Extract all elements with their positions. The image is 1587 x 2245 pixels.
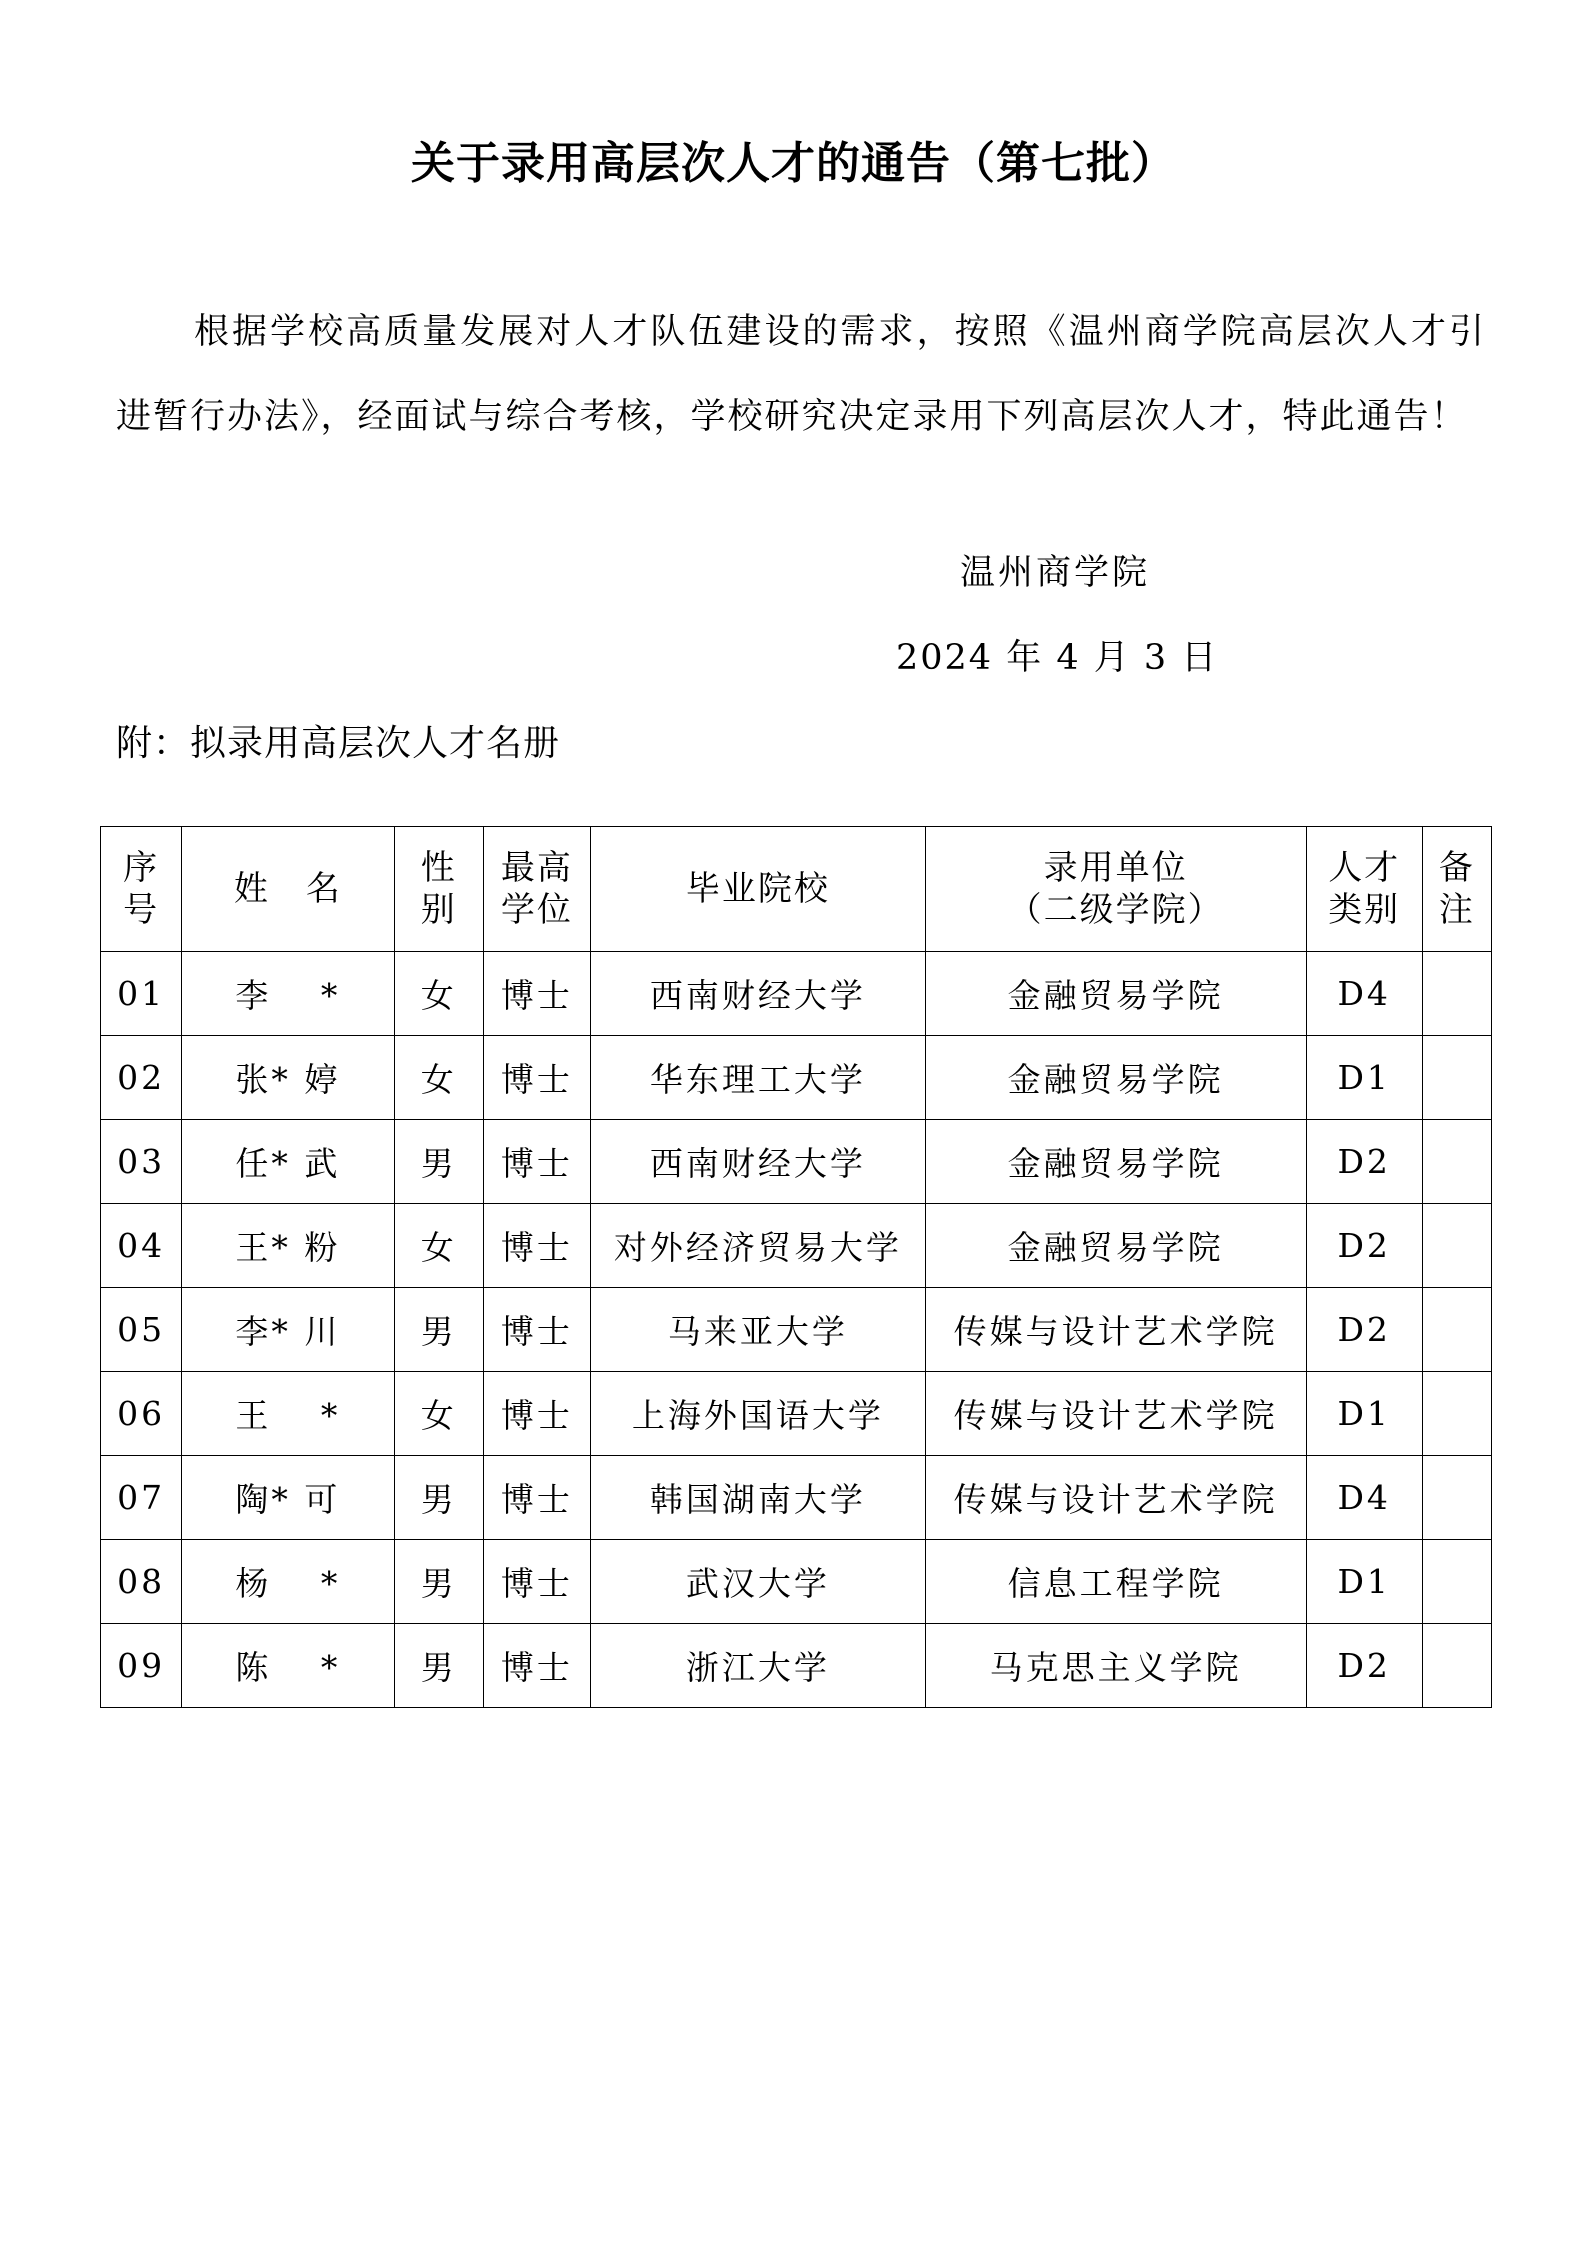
- cell-degree: 博士: [483, 1036, 590, 1120]
- table-header-row: [101, 827, 1492, 952]
- cell-name: 王* 粉: [182, 1204, 394, 1288]
- cell-degree: 博士: [483, 1624, 590, 1708]
- cell-name: 李* 川: [182, 1288, 394, 1372]
- table-row: [101, 1204, 1492, 1288]
- table-row: [101, 1036, 1492, 1120]
- cell-name: 陶* 可: [182, 1456, 394, 1540]
- cell-no: 05: [101, 1288, 182, 1372]
- header-unit: 录用单位 （二级学院）: [925, 827, 1306, 952]
- table-row: [101, 1372, 1492, 1456]
- cell-note: [1422, 1624, 1491, 1708]
- cell-unit: 传媒与设计艺术学院: [925, 1372, 1306, 1456]
- cell-degree: 博士: [483, 1540, 590, 1624]
- cell-note: [1422, 1372, 1491, 1456]
- cell-note: [1422, 1288, 1491, 1372]
- cell-note: [1422, 1456, 1491, 1540]
- header-degree: 最高 学位: [483, 827, 590, 952]
- cell-category: D2: [1306, 1288, 1422, 1372]
- signature-organization: 温州商学院: [960, 553, 1151, 593]
- cell-category: D1: [1306, 1036, 1422, 1120]
- cell-no: 06: [101, 1372, 182, 1456]
- header-name: 姓 名: [182, 827, 394, 952]
- cell-sex: 男: [394, 1456, 483, 1540]
- cell-no: 09: [101, 1624, 182, 1708]
- cell-unit: 金融贸易学院: [925, 1204, 1306, 1288]
- cell-note: [1422, 952, 1491, 1036]
- appendix-title: 附：拟录用高层次人才名册: [116, 723, 561, 764]
- cell-unit: 信息工程学院: [925, 1540, 1306, 1624]
- cell-unit: 金融贸易学院: [925, 952, 1306, 1036]
- cell-category: D4: [1306, 1456, 1422, 1540]
- cell-note: [1422, 1540, 1491, 1624]
- table-row: [101, 1120, 1492, 1204]
- header-category: 人才 类别: [1306, 827, 1422, 952]
- cell-degree: 博士: [483, 1372, 590, 1456]
- cell-category: D2: [1306, 1624, 1422, 1708]
- cell-school: 上海外国语大学: [591, 1372, 926, 1456]
- cell-category: D2: [1306, 1204, 1422, 1288]
- cell-sex: 男: [394, 1288, 483, 1372]
- cell-sex: 女: [394, 1204, 483, 1288]
- cell-school: 武汉大学: [591, 1540, 926, 1624]
- cell-category: D1: [1306, 1540, 1422, 1624]
- header-note: 备 注: [1422, 827, 1491, 952]
- cell-note: [1422, 1036, 1491, 1120]
- cell-category: D2: [1306, 1120, 1422, 1204]
- cell-unit: 金融贸易学院: [925, 1036, 1306, 1120]
- cell-note: [1422, 1120, 1491, 1204]
- header-no: 序 号: [101, 827, 182, 952]
- table-row: [101, 1540, 1492, 1624]
- cell-unit: 金融贸易学院: [925, 1120, 1306, 1204]
- talent-roster-table: [100, 826, 1492, 1708]
- cell-sex: 男: [394, 1120, 483, 1204]
- table-row: [101, 952, 1492, 1036]
- cell-school: 西南财经大学: [591, 1120, 926, 1204]
- cell-category: D4: [1306, 952, 1422, 1036]
- cell-no: 03: [101, 1120, 182, 1204]
- table-row: [101, 1456, 1492, 1540]
- cell-sex: 男: [394, 1624, 483, 1708]
- cell-unit: 传媒与设计艺术学院: [925, 1456, 1306, 1540]
- cell-school: 马来亚大学: [591, 1288, 926, 1372]
- cell-name: 陈 *: [182, 1624, 394, 1708]
- document-title: 关于录用高层次人才的通告（第七批）: [411, 138, 1176, 189]
- cell-name: 张* 婷: [182, 1036, 394, 1120]
- cell-degree: 博士: [483, 1288, 590, 1372]
- cell-sex: 男: [394, 1540, 483, 1624]
- cell-school: 对外经济贸易大学: [591, 1204, 926, 1288]
- cell-name: 杨 *: [182, 1540, 394, 1624]
- cell-sex: 女: [394, 1036, 483, 1120]
- cell-no: 02: [101, 1036, 182, 1120]
- cell-no: 08: [101, 1540, 182, 1624]
- cell-school: 浙江大学: [591, 1624, 926, 1708]
- cell-degree: 博士: [483, 1204, 590, 1288]
- cell-school: 西南财经大学: [591, 952, 926, 1036]
- cell-degree: 博士: [483, 1456, 590, 1540]
- cell-degree: 博士: [483, 1120, 590, 1204]
- notice-body: 根据学校高质量发展对人才队伍建设的需求，按照《温州商学院高层次人才引进暂行办法》，经面试与综合考核，学校研究决定录用下列高层次人才，特此通告！: [116, 312, 1486, 437]
- cell-school: 华东理工大学: [591, 1036, 926, 1120]
- cell-sex: 女: [394, 952, 483, 1036]
- cell-category: D1: [1306, 1372, 1422, 1456]
- signature-date: 2024 年 4 月 3 日: [896, 638, 1219, 678]
- cell-unit: 传媒与设计艺术学院: [925, 1288, 1306, 1372]
- cell-unit: 马克思主义学院: [925, 1624, 1306, 1708]
- cell-school: 韩国湖南大学: [591, 1456, 926, 1540]
- cell-note: [1422, 1204, 1491, 1288]
- header-school: 毕业院校: [591, 827, 926, 952]
- cell-no: 04: [101, 1204, 182, 1288]
- cell-no: 07: [101, 1456, 182, 1540]
- header-sex: 性 别: [394, 827, 483, 952]
- table-row: [101, 1624, 1492, 1708]
- cell-name: 任* 武: [182, 1120, 394, 1204]
- cell-name: 李 *: [182, 952, 394, 1036]
- cell-degree: 博士: [483, 952, 590, 1036]
- cell-name: 王 *: [182, 1372, 394, 1456]
- cell-sex: 女: [394, 1372, 483, 1456]
- table-row: [101, 1288, 1492, 1372]
- cell-no: 01: [101, 952, 182, 1036]
